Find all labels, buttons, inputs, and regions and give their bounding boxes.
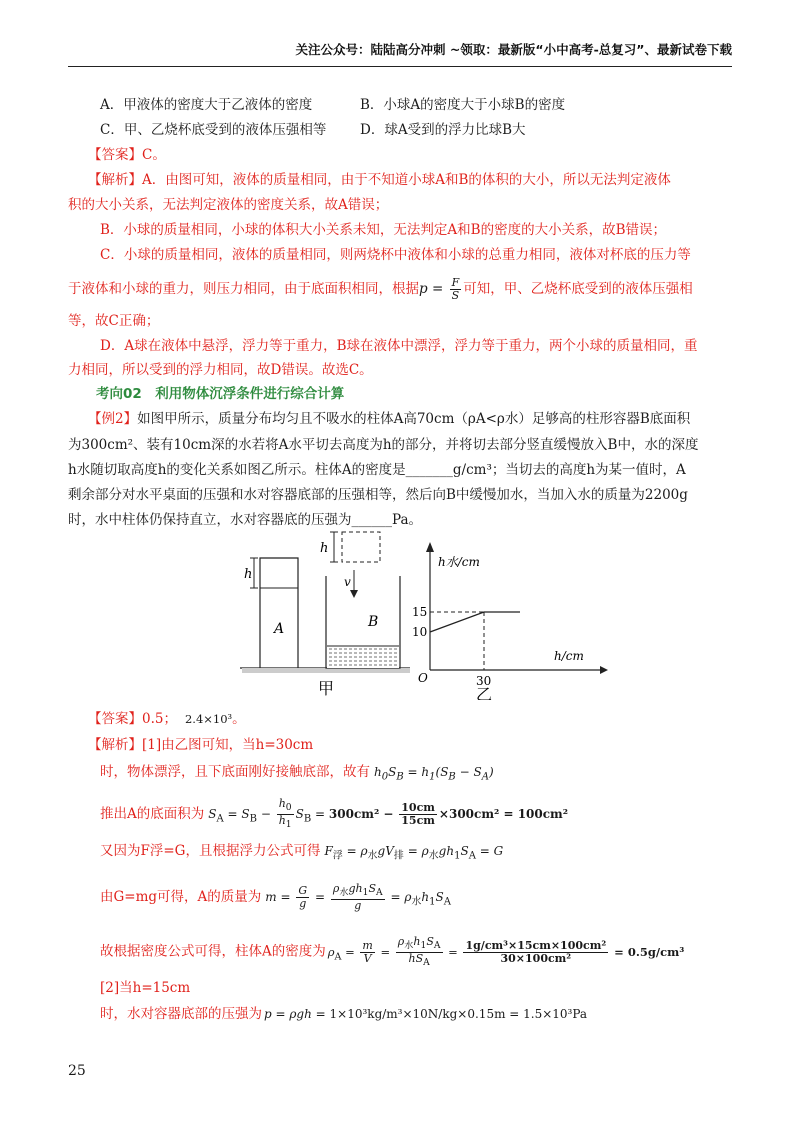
x-tick-30: 30	[476, 674, 492, 688]
y-axis-label: h水/cm	[438, 555, 480, 569]
label-h: h	[244, 567, 253, 582]
example-line-3: h水随切取高度h的变化关系如图乙所示。柱体A的密度是_______g/cm³；当切去的高度h为某一值时，A	[68, 462, 686, 478]
answer-1	[88, 146, 166, 164]
analysis-text: A．由图可知，液体的质量相同，由于不知道小球A和B的体积的大小，所以无法判定液体	[142, 172, 671, 188]
analysis-2-line-2	[100, 763, 494, 786]
pressure-formula: p = $\frac{F}{S}$	[419, 276, 460, 302]
analysis-1-line-8: 力相同，所以受到的浮力相同，故D错误。故选C。	[68, 362, 373, 378]
analysis-1-line-2: 积的大小关系，无法判定液体的密度关系，故A错误；	[68, 197, 389, 213]
formula-4: m = $\frac{G}{g}$ = $\frac{\rho_水gh_1S_A}{g}$ = $\rho_水h_1S_A$	[265, 882, 451, 913]
analysis-text: 时，水对容器底部的压强为	[100, 1006, 262, 1022]
header-rule	[68, 66, 732, 67]
analysis-2-line-6	[100, 936, 684, 969]
data-line	[430, 612, 520, 632]
option-b: B．小球A的密度大于小球B的密度	[360, 97, 566, 113]
label-v: v	[344, 575, 351, 589]
page-header: 关注公众号：陆陆高分冲刺 ~领取：最新版“小中高考-总复习”、最新试卷下载	[295, 42, 732, 57]
formula-3: $F_浮 = \rho_水gV_排 = \rho_水gh_1S_A = G$	[324, 844, 504, 862]
figure-jia	[230, 528, 430, 700]
analysis-2-line-8	[100, 1005, 587, 1023]
analysis-text: 又因为F浮=G，且根据浮力公式可得	[100, 843, 321, 859]
formula-6: p = ρgh = 1×10³kg/m³×10N/kg×0.15m = 1.5×10³Pa	[264, 1007, 588, 1021]
label-a: A	[274, 621, 285, 637]
analysis-1-line-5	[68, 277, 693, 302]
analysis-text: [1]由乙图可知，当h=30cm	[142, 737, 314, 753]
example-line-4: 剩余部分对水平桌面的压强和水对容器底部的压强相等，然后向B中缓慢加水，当加入水的质量为2200g	[68, 487, 688, 503]
analysis-1-line-1	[88, 171, 671, 189]
formula-5: $\rho_A$ = $\frac{m}{V}$ = $\frac{\rho_水h_1S_A}{hS_A}$ = $\frac{\text{1g/cm³×15cm×100cm²}}{\text{30×100cm²}}$ = 0.5g/cm³	[327, 935, 685, 969]
option-d: D．球A受到的浮力比球B大	[360, 122, 526, 138]
answer-2	[88, 710, 246, 728]
analysis-1-line-3: B．小球的质量相同，小球的体积大小关系未知，无法判定A和B的密度的大小关系，故B错误；	[100, 222, 667, 238]
analysis-2-line-3	[100, 798, 568, 831]
answer-tail: 。	[232, 711, 246, 727]
example-line-2: 为300cm²、装有10cm深的水若将A水平切去高度为h的部分，并将切去部分竖直缓慢放入B中，水的深度	[68, 437, 699, 453]
answer-label: 【答案】	[88, 711, 142, 727]
analysis-text: 故根据密度公式可得，柱体A的密度为	[100, 943, 326, 960]
analysis-text: 时，物体漂浮，且下底面刚好接触底部，故有	[100, 764, 370, 780]
example-text: 如图甲所示，质量分布均匀且不吸水的柱体A高70cm（ρA<ρ水）足够高的柱形容器B底面积	[137, 411, 691, 427]
answer-value: 0.5；	[142, 711, 177, 727]
analysis-text: 于液体和小球的重力，则压力相同，由于底面积相同，根据	[68, 281, 419, 297]
analysis-2-line-4	[100, 842, 503, 865]
answer-value-2: 2.4×10³	[184, 712, 233, 726]
analysis-text: 推出A的底面积为	[100, 806, 205, 823]
option-a: A．甲液体的密度大于乙液体的密度	[100, 97, 313, 113]
origin-label: O	[418, 671, 428, 685]
analysis-text: 由G=mg可得，A的质量为	[100, 889, 262, 906]
analysis-1-line-6: 等，故C正确；	[68, 313, 160, 329]
analysis-label: 【解析】	[88, 737, 142, 753]
example-label: 【例2】	[88, 411, 138, 427]
formula-2: $S_A = S_B$ − $\frac{h_0}{h_1}$ $S_B = 300cm^2$ − $\frac{10cm}{15cm}$ ×300cm² = 100cm²	[208, 797, 569, 831]
label-h-cut: h	[320, 541, 329, 556]
formula-1: $h_0S_B = h_1(S_B - S_A)$	[374, 765, 494, 783]
analysis-2-line-1	[88, 736, 313, 754]
analysis-1-line-4: C．小球的质量相同，液体的质量相同，则两烧杯中液体和小球的总重力相同，液体对杯底的压力等	[100, 247, 691, 263]
figure-yi-chart	[410, 536, 610, 700]
section-title: 考向02 利用物体沉浮条件进行综合计算	[96, 386, 345, 402]
analysis-label: 【解析】	[88, 172, 142, 188]
option-c: C．甲、乙烧杯底受到的液体压强相等	[100, 122, 327, 138]
label-b: B	[368, 614, 379, 630]
y-tick-15: 15	[412, 605, 428, 619]
label-jia: 甲	[318, 679, 335, 698]
analysis-1-line-7: D．A球在液体中悬浮，浮力等于重力，B球在液体中漂浮，浮力等于重力，两个小球的质量相同，重	[100, 338, 698, 354]
analysis-2-line-7: [2]当h=15cm	[100, 980, 191, 996]
page-number: 25	[68, 1063, 86, 1079]
example-line-1	[88, 410, 690, 428]
label-yi: 乙	[476, 685, 493, 700]
answer-value: C。	[142, 147, 166, 163]
answer-label: 【答案】	[88, 147, 142, 163]
analysis-text: 可知，甲、乙烧杯底受到的液体压强相	[463, 281, 693, 297]
y-tick-10: 10	[412, 625, 428, 639]
x-axis-label: h/cm	[554, 649, 584, 663]
example-line-5: 时，水中柱体仍保持直立，水对容器底的压强为______Pa。	[68, 512, 423, 528]
analysis-2-line-5	[100, 883, 451, 912]
